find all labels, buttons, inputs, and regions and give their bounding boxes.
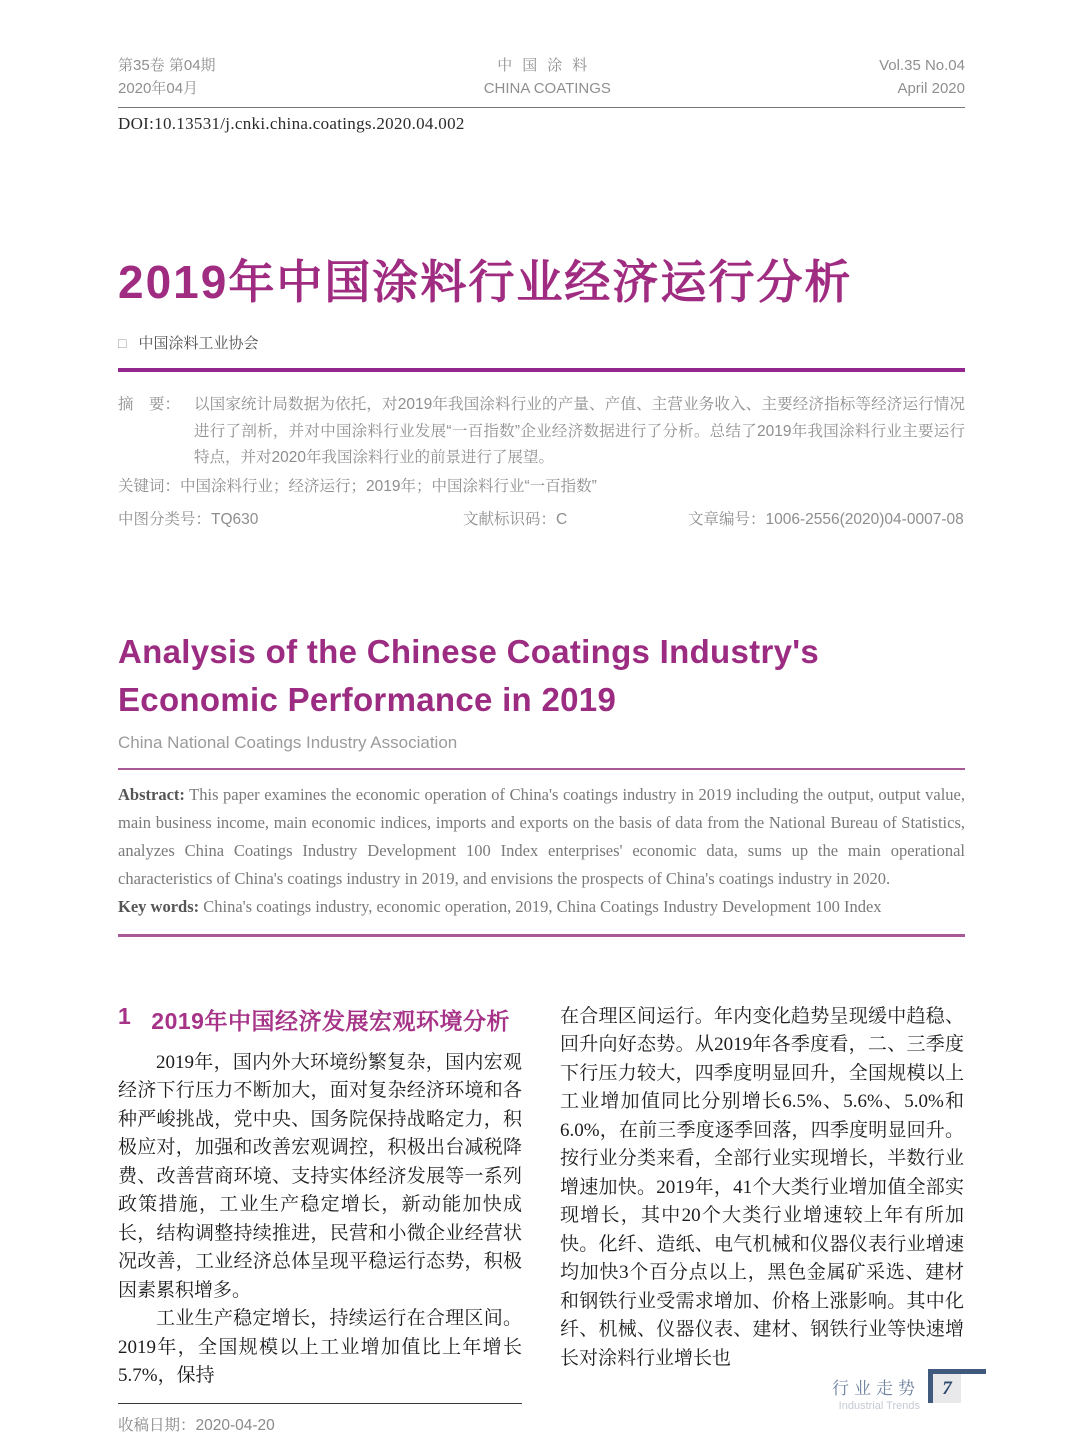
header-journal-name [484, 55, 611, 100]
received-date-footnote: 收稿日期：2020-04-20 [118, 1403, 522, 1435]
article-number: 文章编号：1006-2556(2020)04-0007-08 [688, 510, 964, 528]
body-paragraph-1: 2019年，国内外大环境纷繁复杂，国内宏观经济下行压力不断加大，面对复杂经济环境和各种严峻挑战，党中央、国务院保持战略定力，积极应对，加强和改善宏观调控，积极出台减税降费、改善营商环境、支持实体经济发展等一系列政策措施，工业生产稳定增长，新动能加快成长，结构调整持续推进，民营和小微企业经营状况改善，工业经济总体呈现平稳运行态势，积极因素累积增多。 [118, 1051, 522, 1301]
volume-issue-cn: 第35卷 第04期 [118, 57, 216, 74]
keywords-text-cn: 中国涂料行业；经济运行；2019年；中国涂料行业“一百指数” [180, 477, 597, 495]
body-paragraph-2: 工业生产稳定增长，持续运行在合理区间。2019年，全国规模以上工业增加值比上年增长5.7%，保持 [118, 1308, 522, 1387]
abstract-paragraph-en [118, 781, 965, 893]
footer-section-en: Industrial Trends [838, 1400, 920, 1412]
meta-block-cn [118, 392, 965, 533]
body-paragraph-3: 在合理区间运行。年内变化趋势呈现缓中趋稳、回升向好态势。从2019年各季度看，二、三季度下行压力较大，四季度明显回升，全国规模以上工业增加值同比分别增长6.5%、5.6%、5.0%和6.0%，在前三季度逐季回落，四季度明显回升。按行业分类来看，全部行业实现增长，半数行业增速加快。2019年，41个大类行业增加值全部实现增长，其中20个大类行业增速较上年有所加快。化纤、造纸、电气机械和仪器仪表行业增速均加快3个百分点以上，黑色金属矿采选、建材和钢铁行业受需求增加、价格上涨影响。其中化纤、机械、仪器仪表、建材、钢铁行业等快速增长对涂料行业增长也 [560, 1005, 964, 1369]
page-number: 7 [933, 1374, 961, 1403]
author-name-en: China National Coatings Industry Association [118, 732, 458, 752]
footer-section-cn: 行业走势 [832, 1379, 920, 1398]
page-number-box [928, 1369, 986, 1407]
keywords-text-en: China's coatings industry, economic operation, 2019, China Coatings Industry Development 100 Index [199, 897, 882, 917]
abstract-row-cn [118, 392, 965, 472]
doi-line: DOI:10.13531/j.cnki.china.coatings.2020.04.002 [118, 114, 465, 133]
journal-name-cn: 中国涂料 [497, 57, 598, 74]
journal-name-en: CHINA COATINGS [483, 79, 611, 97]
document-code: 文献标识码：C [463, 510, 568, 528]
footer-column-labels [832, 1374, 920, 1412]
section-1-heading [118, 1003, 522, 1036]
article-title-en: Analysis of the Chinese Coatings Industry's Economic Performance in 2019 [118, 633, 820, 719]
section-1-number: 1 [118, 1002, 132, 1029]
section-1-title: 2019年中国经济发展宏观环境分析 [151, 1007, 510, 1034]
abstract-text-cn: 以国家统计局数据为依托，对2019年我国涂料行业的产量、产值、主营业务收入、主要经济指标等经济运行情况进行了剖析，并对中国涂料行业发展“一百指数”企业经济数据进行了分析。总结了2019年我国涂料行业主要运行特点，并对2020年我国涂料行业的前景进行了展望。 [194, 396, 965, 467]
author-name-cn: 中国涂料工业协会 [138, 335, 259, 352]
abstract-block-en [118, 781, 965, 921]
abstract-label-cn: 摘 要： [118, 396, 181, 413]
date-cn: 2020年04月 [118, 79, 199, 97]
keywords-paragraph-en [118, 893, 965, 921]
classification-row [118, 507, 965, 534]
volume-issue-en: Vol.35 No.04 [879, 57, 965, 74]
journal-header [118, 55, 965, 100]
abstract-label-en: Abstract: [118, 784, 185, 804]
article-title-cn: 2019年中国涂料行业经济运行分析 [118, 256, 853, 308]
header-volume-issue-en [879, 55, 965, 100]
english-title-divider [118, 768, 965, 770]
abstract-bottom-divider [118, 934, 965, 937]
author-line-cn [118, 332, 965, 353]
left-column [118, 1003, 522, 1435]
page-footer [832, 1369, 986, 1412]
keywords-row-cn [118, 474, 965, 501]
author-marker-icon: □ [118, 334, 127, 351]
keywords-label-cn: 关键词： [118, 477, 181, 495]
abstract-text-en: This paper examines the economic operation of China's coatings industry in 2019 including the output, output value, main business income, main economic indices, imports and exports on the basis of data from the National Bureau of Statistics, analyzes China Coatings Industry Development 100 Index enterprises' economic data, sums up the main operational characteristics of China's coatings industry in 2019, and envisions the prospects of China's coatings industry in 2020. [118, 784, 965, 889]
title-divider-rule [118, 368, 965, 372]
clc-number: 中图分类号：TQ630 [118, 510, 259, 528]
header-volume-issue-cn [118, 55, 216, 100]
date-en: April 2020 [897, 79, 965, 97]
header-divider [118, 107, 965, 108]
keywords-label-en: Key words: [118, 897, 200, 917]
